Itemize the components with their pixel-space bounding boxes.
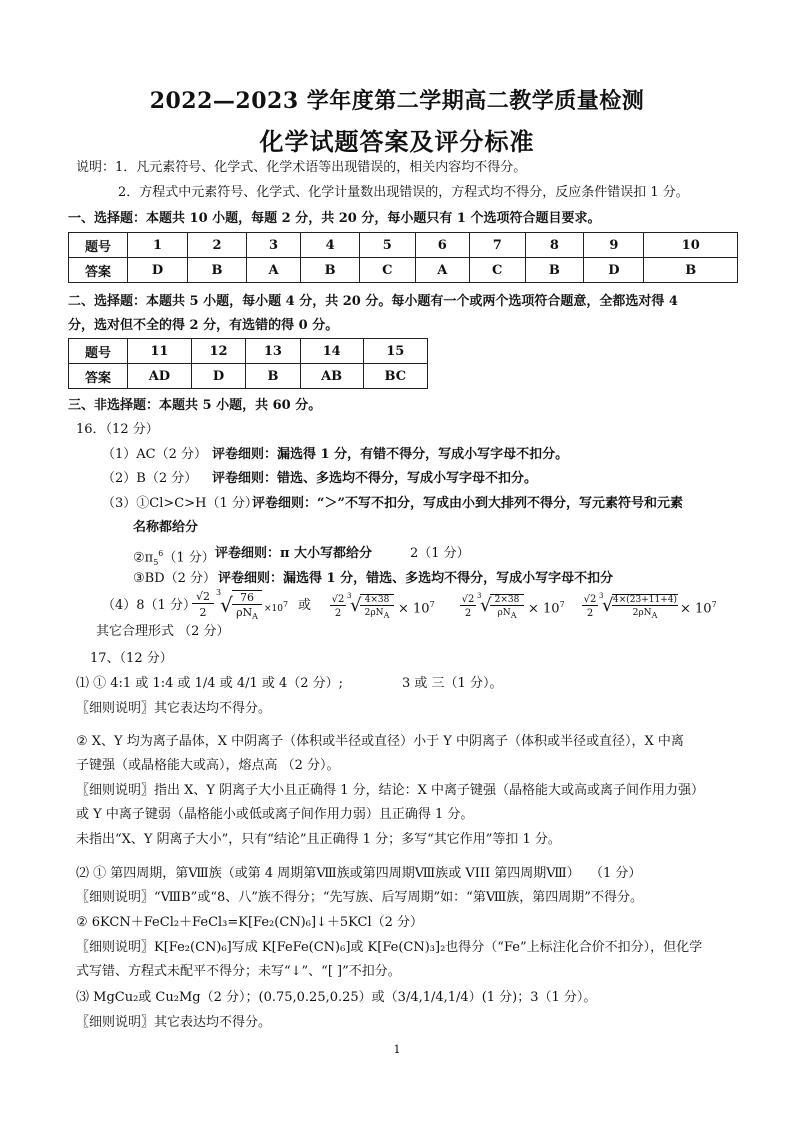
formula-4-root-num: 4×(23+11+4): [612, 595, 677, 605]
q16-part2-answer: （2）B（2 分）: [102, 471, 198, 486]
table-cell: 10: [644, 233, 738, 258]
times-ten: × 10: [680, 601, 712, 617]
q16-part3-3-answer: ③BD（2 分）: [133, 571, 217, 586]
table-cell: 5: [359, 233, 415, 258]
table-cell: C: [359, 258, 415, 283]
formula-3: [460, 592, 570, 628]
q16-part3-answer: （3）①Cl>C>H（1 分）: [102, 496, 258, 511]
formula-4-mult: [680, 600, 717, 616]
section1-answer-table: [68, 232, 738, 283]
formula-3-root-num: 2×38: [490, 594, 524, 606]
section1-heading: 一、选择题：本题共 10 小题，每题 2 分，共 20 分，每小题只有 1 个选项符合题目要求。: [68, 211, 601, 226]
exp: 7: [559, 600, 565, 609]
page-number: 1: [393, 1043, 401, 1056]
rho-n: 2ρN: [632, 608, 652, 618]
table-cell: 12: [191, 339, 245, 364]
formula-1-frac-den: 2: [199, 606, 207, 619]
table-cell: B: [301, 258, 360, 283]
times-ten: × 10: [528, 601, 560, 617]
formula-4-frac-num: √2: [583, 594, 597, 605]
pi-symbol: ②π: [133, 550, 154, 566]
q16-part3-2-answer: [133, 546, 215, 571]
table-cell: D: [191, 364, 245, 389]
table-cell: 3: [246, 233, 300, 258]
q17-2-2-equation: ② 6KCN＋FeCl₂＋FeCl₃=K[Fe₂(CN)₆]↓＋5KCl（2 分）: [76, 915, 424, 930]
table-cell: C: [469, 258, 525, 283]
q17-detail-4-line-1: 〖细则说明〗K[Fe₂(CN)₆]写成 K[FeFe(CN)₆]或 K[Fe(CN)₃]₂也得分（“Fe”上标注化合价不扣分），但化学: [76, 940, 703, 955]
table-cell: 答案: [69, 258, 128, 283]
formula-1-mult: [264, 600, 288, 614]
note-line-2: 2．方程式中元素符号、化学式、化学计量数出现错误的，方程式均不得分，反应条件错误扣 1 分。: [118, 185, 689, 200]
sub-a: A: [510, 610, 517, 620]
formula-4: [582, 592, 722, 628]
table-row: [69, 364, 428, 389]
formula-2-frac-den: 2: [334, 608, 342, 619]
table-cell: 15: [363, 339, 427, 364]
q17-3-answer: ⑶ MgCu₂或 Cu₂Mg（2 分）；(0.75,0.25,0.25）或（3/4,1/4,1/4）(1 分)；3（1 分）。: [76, 990, 597, 1005]
q16-part3-2-extra: 2（1 分）: [410, 546, 470, 561]
table-cell: 14: [300, 339, 363, 364]
table-cell: 9: [584, 233, 644, 258]
table-cell: 题号: [69, 339, 128, 364]
formula-2-root-den: [360, 608, 394, 620]
formula-1-root-den: [232, 606, 262, 621]
table-row: [69, 233, 738, 258]
q17-detail-2-line-3: 未指出“X、Y 阴离子大小”，只有“结论”且正确得 1 分；多写“其它作用”等扣 1 分。: [76, 832, 561, 847]
table-cell: A: [246, 258, 300, 283]
formula-2-root-index: 3: [347, 592, 352, 600]
table-cell: 2: [188, 233, 247, 258]
or-label: 或: [298, 598, 312, 613]
table-cell: B: [246, 364, 300, 389]
table-cell: 11: [128, 339, 192, 364]
formula-2: [330, 592, 440, 628]
table-cell: B: [644, 258, 738, 283]
table-cell: AD: [128, 364, 192, 389]
table-cell: D: [128, 258, 188, 283]
formula-4-frac-den: 2: [586, 608, 594, 619]
formula-1-root-num: 76: [232, 590, 262, 605]
sub-a: A: [651, 610, 658, 620]
q16-part3-2-rule: 评卷细则：π 大小写都给分: [215, 546, 373, 561]
times-ten: ×10: [264, 604, 283, 614]
radical-icon: √: [602, 595, 614, 616]
q16-part3-rule-cont: 名称都给分: [133, 520, 199, 535]
q16-title: 16．（12 分）: [76, 422, 159, 437]
rho-n: ρN: [236, 606, 253, 619]
table-row: [69, 258, 738, 283]
q17-detail-5: 〖细则说明〗其它表达均不得分。: [76, 1015, 272, 1030]
page-subtitle: 化学试题答案及评分标准: [259, 127, 535, 156]
q17-2-1-score: （1 分）: [590, 866, 642, 881]
radical-icon: √: [220, 593, 233, 617]
table-cell: BC: [363, 364, 427, 389]
q16-part4-answer: （4）8（1 分）: [102, 598, 196, 613]
table-cell: AB: [300, 364, 363, 389]
table-cell: 题号: [69, 233, 128, 258]
q16-part1-answer: （1）AC（2 分）: [102, 447, 208, 462]
sub-a: A: [383, 610, 390, 620]
q16-part4-other: 其它合理形式 （2 分）: [96, 624, 230, 639]
exp: 7: [429, 600, 435, 609]
table-cell: 6: [415, 233, 469, 258]
q17-detail-2-line-2: 或 Y 中离子键弱（晶格能小或低或离子间作用力弱）且正确得 1 分。: [76, 807, 474, 822]
q17-1-1-answer-b: 3 或 三（1 分）。: [402, 676, 503, 691]
q17-1-2-line-1: ② X、Y 均为离子晶体，X 中阴离子（体积或半径或直径）小于 Y 中阴离子（体积或半径或直径），X 中离: [76, 734, 684, 749]
formula-1-frac-num: √2: [192, 590, 214, 604]
pi-superscript: 6: [158, 549, 164, 558]
formula-2-frac-num: √2: [331, 594, 345, 605]
note-line-1: 说明：1．凡元素符号、化学式、化学术语等出现错误的，相关内容均不得分。: [76, 160, 527, 175]
times-ten: × 10: [398, 601, 430, 617]
table-cell: 1: [128, 233, 188, 258]
section2-answer-table: [68, 338, 428, 389]
formula-4-root-index: 3: [599, 592, 604, 600]
q16-part3-3-rule: 评卷细则：漏选得 1 分，错选、多选均不得分，写成小写字母不扣分: [218, 571, 614, 586]
page-title: 2022—2023 学年度第二学期高二教学质量检测: [149, 88, 645, 114]
formula-3-root-den: [490, 608, 524, 620]
formula-3-frac-num: √2: [461, 594, 475, 605]
rho-n: ρN: [497, 608, 511, 618]
formula-2-root-num: 4×38: [360, 594, 394, 606]
formula-3-root-index: 3: [477, 592, 482, 600]
q17-detail-2-line-1: 〖细则说明〗指出 X、Y 阴离子大小且正确得 1 分，结论：X 中离子键强（晶格能大或高或离子间作用力强）: [76, 783, 705, 798]
section3-heading: 三、非选择题：本题共 5 小题，共 60 分。: [68, 398, 322, 413]
table-cell: D: [584, 258, 644, 283]
formula-3-mult: [528, 600, 565, 616]
table-row: [69, 339, 428, 364]
table-cell: 7: [469, 233, 525, 258]
formula-4-root-den: [612, 608, 678, 620]
q17-1-1-answer: ⑴ ① 4:1 或 1:4 或 1/4 或 4/1 或 4（2 分）;: [76, 676, 344, 691]
q16-part1-rule: 评卷细则：漏选得 1 分，有错不得分，写成小写字母不扣分。: [212, 447, 569, 462]
q17-2-1-answer: ⑵ ① 第四周期，第Ⅷ族（或第 4 周期第Ⅷ族或第四周期Ⅷ族或 VIII 第四周期Ⅷ）: [76, 866, 580, 881]
formula-2-mult: [398, 600, 435, 616]
radical-icon: √: [350, 595, 362, 616]
score-label: （1 分）: [163, 550, 215, 566]
q16-part2-rule: 评卷细则：错选、多选均不得分，写成小写字母不扣分。: [212, 471, 538, 486]
exp: 7: [711, 600, 717, 609]
q17-title: 17、（12 分）: [90, 651, 173, 666]
rho-n: 2ρN: [364, 608, 384, 618]
q17-detail-4-line-2: 式写错、方程式未配平不得分；未写“↓”、“[ ]”不扣分。: [76, 964, 401, 979]
q17-detail-1: 〖细则说明〗其它表达均不得分。: [76, 701, 272, 716]
table-cell: B: [188, 258, 247, 283]
q17-1-2-line-2: 子键强（或晶格能大或高），熔点高 （2 分）。: [76, 758, 340, 773]
table-cell: 13: [246, 339, 300, 364]
sub-a: A: [252, 612, 258, 622]
formula-3-frac-den: 2: [464, 608, 472, 619]
q17-detail-3: 〖细则说明〗“ⅧB”或“8、八”族不得分；“先写族、后写周期”如：“第Ⅷ族，第四周期”不得分。: [76, 890, 643, 905]
formula-1-root-index: 3: [216, 588, 222, 597]
section2-heading-1: 二、选择题：本题共 5 小题，每小题 4 分，共 20 分。每小题有一个或两个选项符合题意，全都选对得 4: [68, 294, 678, 309]
table-cell: 答案: [69, 364, 128, 389]
table-cell: 8: [525, 233, 584, 258]
q16-part3-rule: 评卷细则：“＞”不写不扣分，写成由小到大排列不得分，写元素符号和元素: [252, 496, 683, 511]
pi-subscript: 5: [153, 557, 159, 567]
radical-icon: √: [480, 595, 492, 616]
table-cell: 4: [301, 233, 360, 258]
table-cell: B: [525, 258, 584, 283]
section2-heading-2: 分，选对但不全的得 2 分，有选错的得 0 分。: [68, 318, 339, 333]
table-cell: A: [415, 258, 469, 283]
exp: 7: [283, 600, 289, 609]
